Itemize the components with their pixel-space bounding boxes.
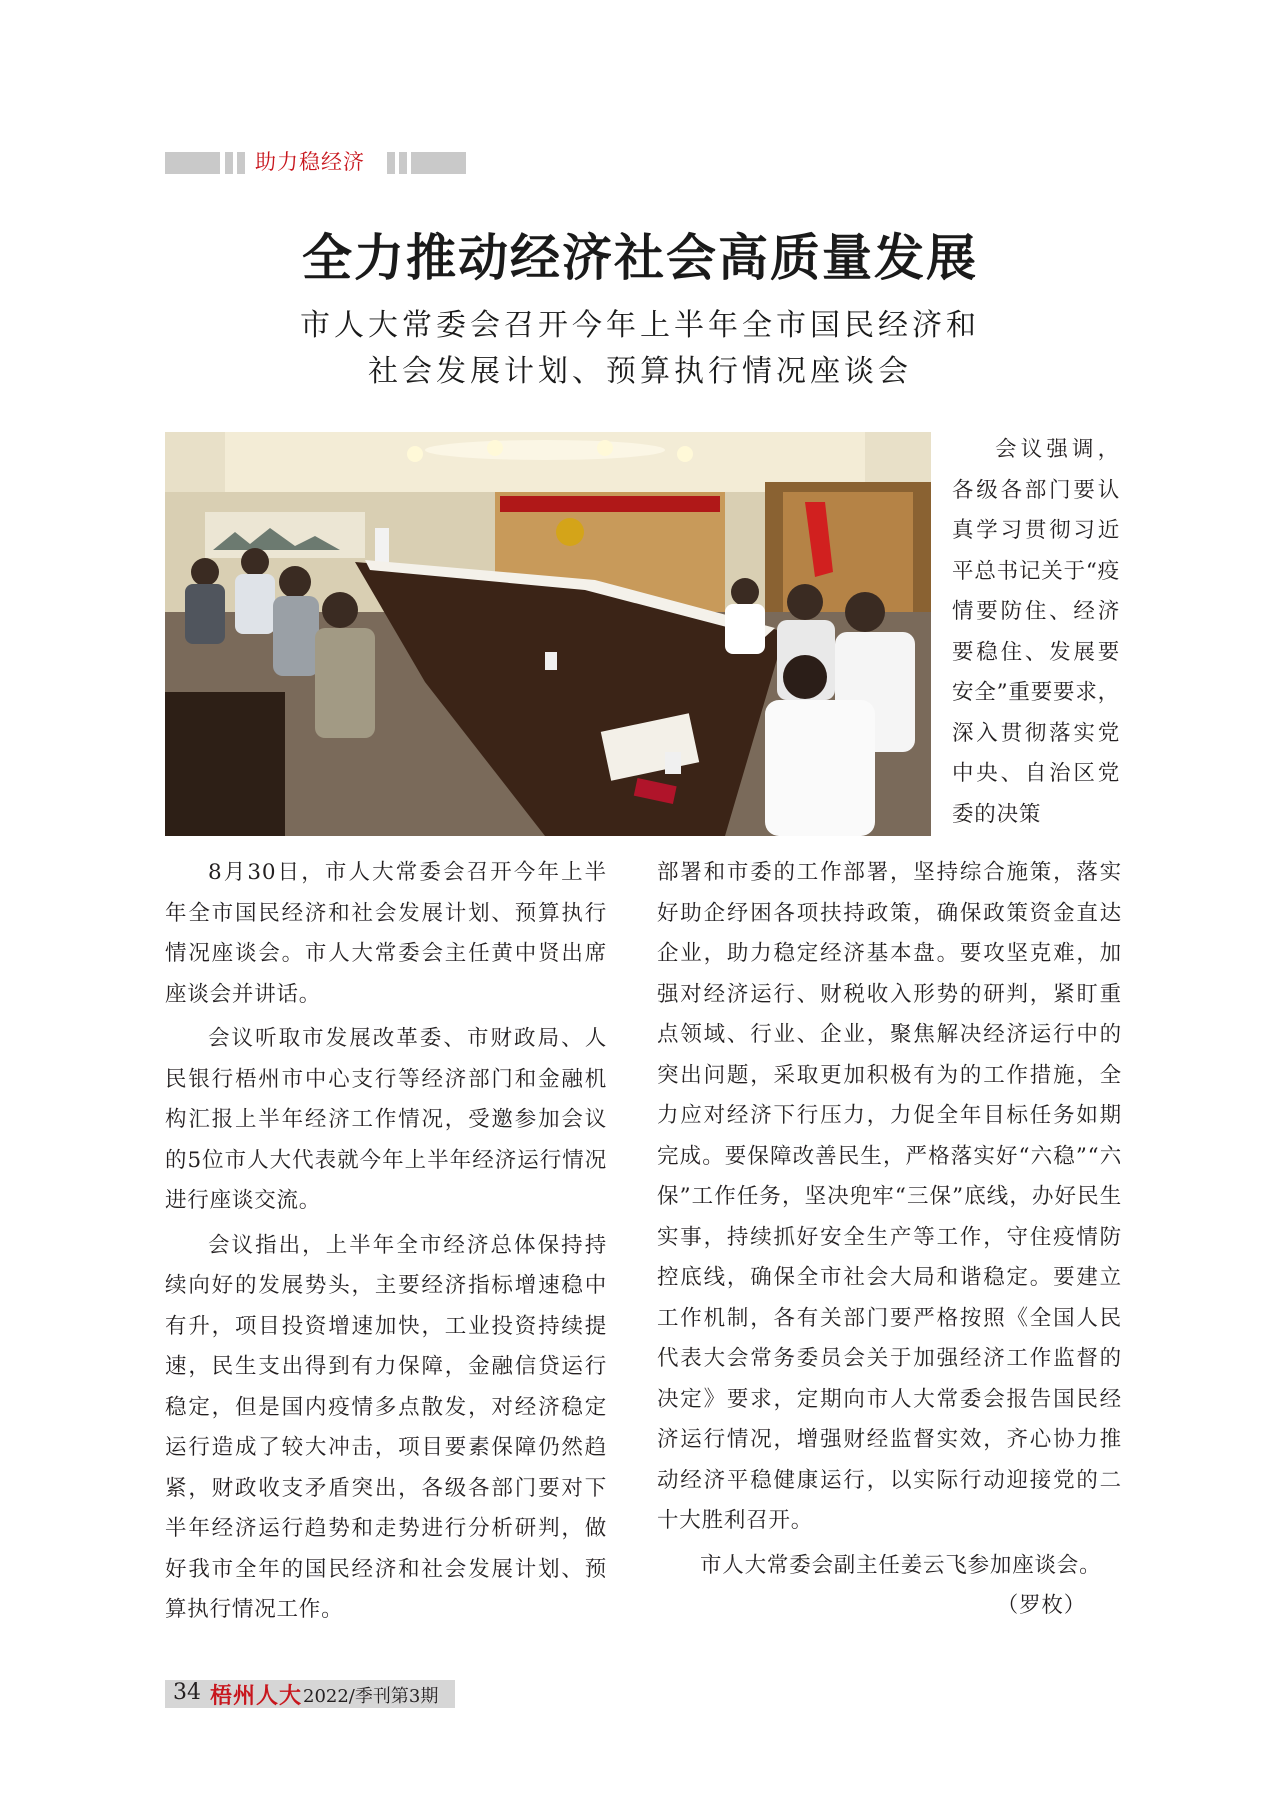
paragraph: 8月30日，市人大常委会召开今年上半年全市国民经济和社会发展计划、预算执行情况座谈会。市人大常委会主任黄中贤出席座谈会并讲话。 — [165, 860, 607, 1007]
section-header — [165, 152, 465, 174]
article-text-col2-top — [952, 430, 1120, 835]
article-text-col1 — [165, 853, 607, 1631]
section-bar-block — [165, 152, 220, 174]
page-number: 34 — [173, 1680, 201, 1705]
author-signature: （罗枚） — [996, 1593, 1086, 1618]
article-subtitle-line2: 社会发展计划、预算执行情况座谈会 — [368, 354, 912, 389]
issue-label: 2022/季刊第3期 — [303, 1686, 439, 1707]
paragraph: 会议指出，上半年全市经济总体保持持续向好的发展势头，主要经济指标增速稳中有升，项目投资增速加快，工业投资持续提速，民生支出得到有力保障，金融信贷运行稳定，但是国内疫情多点散发，对经济稳定运行造成了较大冲击，项目要素保障仍然趋紧，财政收支矛盾突出，各级各部门要对下半年经济运行趋势和走势进行分析研判，做好我市全年的国民经济和社会发展计划、预算执行情况工作。 — [165, 1232, 607, 1622]
section-bar-block — [225, 152, 233, 174]
paragraph: 会议强调，各级各部门要认真学习贯彻习近平总书记关于“疫情要防住、经济要稳住、发展要安全”重要要求，深入贯彻落实党中央、自治区党委的决策 — [952, 437, 1120, 827]
article-text-col2 — [657, 853, 1122, 1627]
paragraph: 市人大常委会副主任姜云飞参加座谈会。 — [700, 1552, 1102, 1578]
article-title: 全力推动经济社会高质量发展 — [302, 229, 978, 287]
paragraph: 会议听取市发展改革委、市财政局、人民银行梧州市中心支行等经济部门和金融机构汇报上半年经济工作情况，受邀参加会议的5位市人大代表就今年上半年经济运行情况进行座谈交流。 — [165, 1026, 607, 1213]
section-label: 助力稳经济 — [255, 150, 365, 174]
section-bar-block — [237, 152, 245, 174]
section-bar-block — [387, 152, 395, 174]
magazine-name: 梧州人大 — [210, 1684, 303, 1709]
paragraph: 部署和市委的工作部署，坚持综合施策，落实好助企纾困各项扶持政策，确保政策资金直达企业，助力稳定经济基本盘。要攻坚克难，加强对经济运行、财税收入形势的研判，紧盯重点领域、行业、企业，聚焦解决经济运行中的突出问题，采取更加积极有为的工作措施，全力应对经济下行压力，力促全年目标任务如期完成。要保障改善民生，严格落实好“六稳”“六保”工作任务，坚决兜牢“三保”底线，办好民生实事，持续抓好安全生产等工作，守住疫情防控底线，确保全市社会大局和谐稳定。要建立工作机制，各有关部门要严格按照《全国人民代表大会常务委员会关于加强经济工作监督的决定》要求，定期向市人大常委会报告国民经济运行情况，增强财经监督实效，齐心协力推动经济平稳健康运行，以实际行动迎接党的二十大胜利召开。 — [657, 860, 1122, 1533]
section-bar-block — [399, 152, 407, 174]
section-bar-block — [411, 152, 466, 174]
page-footer — [165, 1680, 445, 1710]
article-subtitle-line1: 市人大常委会召开今年上半年全市国民经济和 — [300, 308, 980, 343]
meeting-photo — [165, 432, 931, 836]
